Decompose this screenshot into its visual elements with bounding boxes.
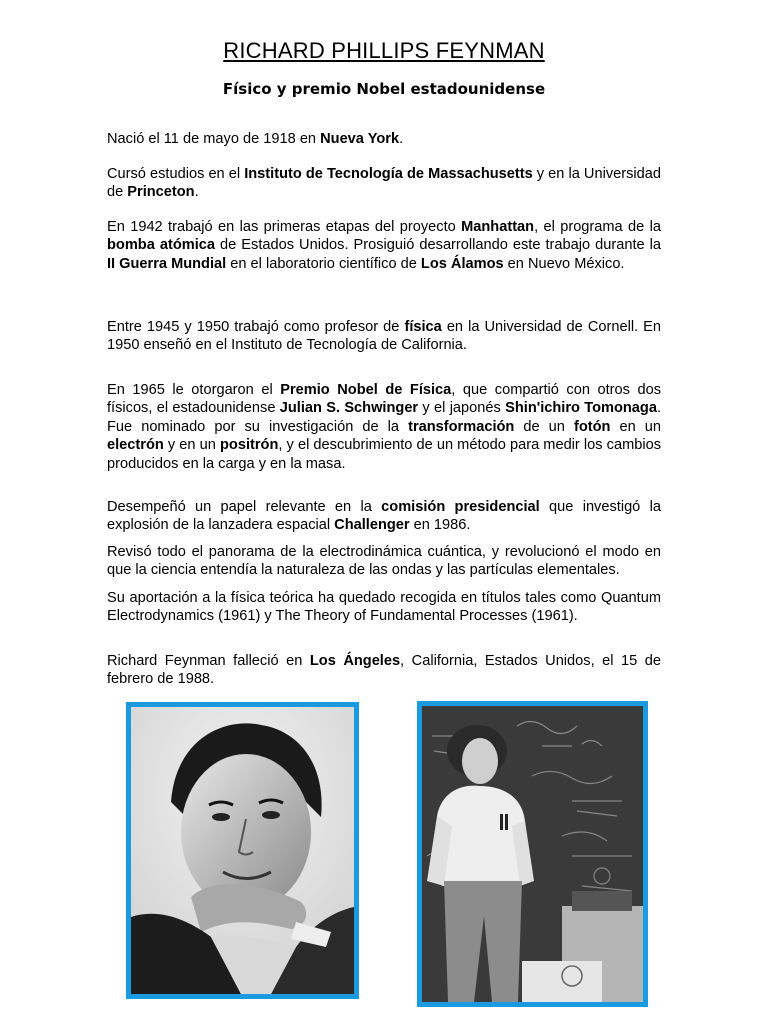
paragraph-cornell: Entre 1945 y 1950 trabajó como profesor de física en la Universidad de Cornell. En 1950 enseñó en el Instituto de Tecnología de California.	[107, 319, 661, 354]
paragraph-studies: Cursó estudios en el Instituto de Tecnología de Massachusetts y en la Universidad de Princeton.	[107, 166, 661, 201]
chalkboard-photo-image	[422, 706, 643, 1002]
portrait-photo-image	[131, 707, 354, 994]
paragraph-birth: Nació el 11 de mayo de 1918 en Nueva York.	[107, 131, 404, 147]
page-subtitle: Físico y premio Nobel estadounidense	[222, 80, 546, 98]
portrait-photo	[126, 702, 359, 999]
paragraph-qed: Revisó todo el panorama de la electrodinámica cuántica, y revolucionó el modo en que la ciencia entendía la naturaleza de las ondas y las partículas elementales.	[107, 544, 661, 579]
chalkboard-photo	[417, 701, 648, 1007]
page-title: RICHARD PHILLIPS FEYNMAN	[223, 38, 545, 63]
paragraph-challenger: Desempeñó un papel relevante en la comisión presidencial que investigó la explosión de la lanzadera espacial Challenger en 1986.	[107, 499, 661, 534]
paragraph-publications: Su aportación a la física teórica ha quedado recogida en títulos tales como Quantum Electrodynamics (1961) y The Theory of Fundamental Processes (1961).	[107, 590, 661, 625]
paragraph-nobel: En 1965 le otorgaron el Premio Nobel de Física, que compartió con otros dos físicos, el estadounidense Julian S. Schwinger y el japonés Shin'ichiro Tomonaga. Fue nominado por su investigación de la transformación de un fotón en un electrón y en un positrón, y el descubrimiento de un método para medir los cambios producidos en la carga y en la masa.	[107, 382, 662, 472]
paragraph-manhattan: En 1942 trabajó en las primeras etapas del proyecto Manhattan, el programa de la bomba atómica de Estados Unidos. Prosiguió desarrollando este trabajo durante la II Guerra Mundial en el laboratorio científico de Los Álamos en Nuevo México.	[107, 219, 661, 272]
paragraph-death: Richard Feynman falleció en Los Ángeles, California, Estados Unidos, el 15 de febrero de 1988.	[107, 653, 662, 688]
